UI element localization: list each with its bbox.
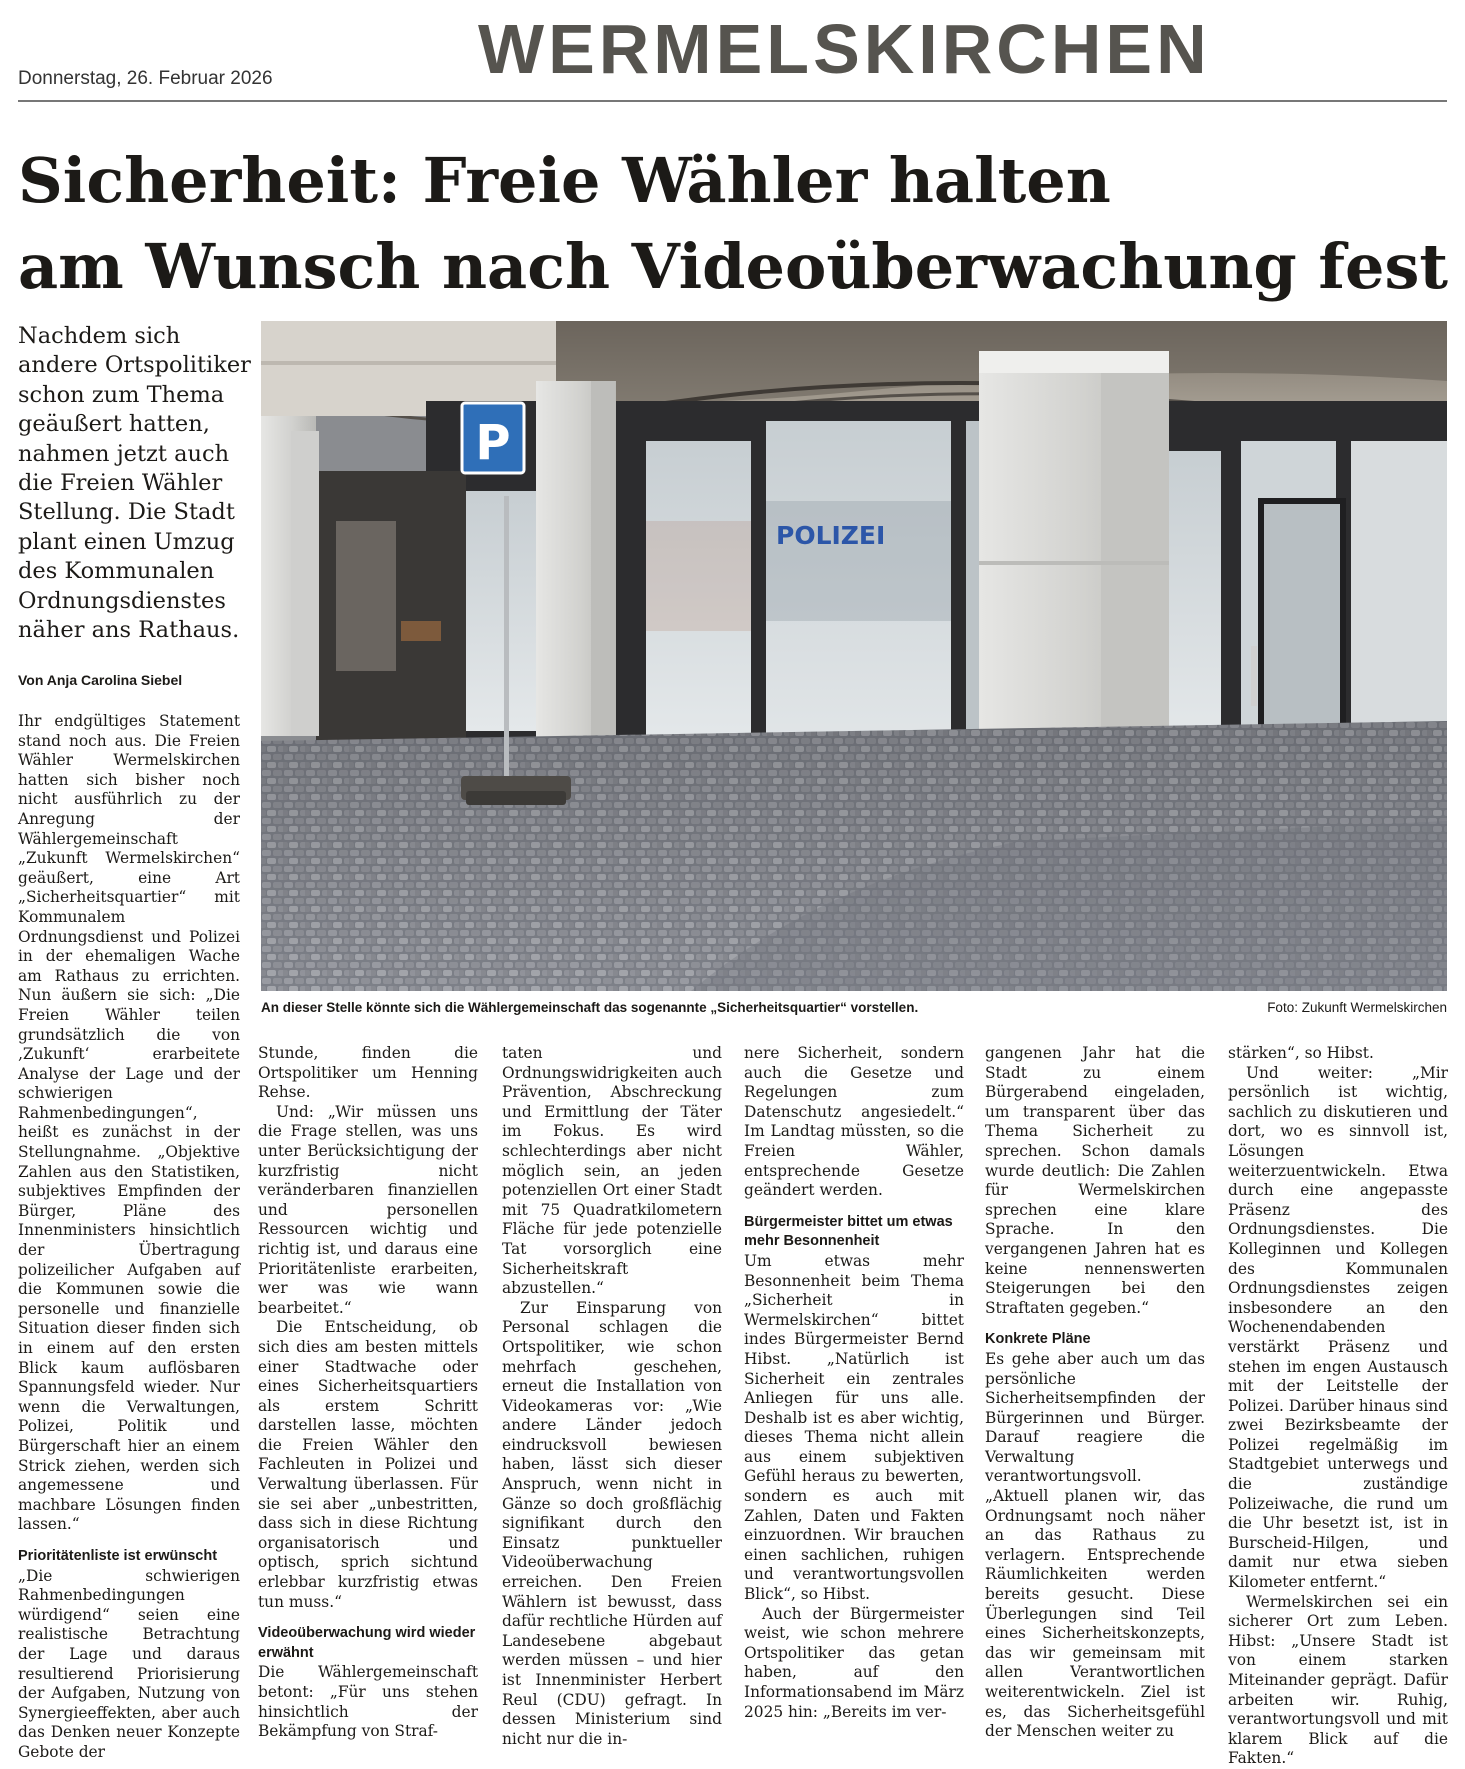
subheading: Prioritätenliste ist erwünscht [18, 1547, 218, 1564]
paragraph: Und weiter: „Mir persönlich ist wichtig, sachlich zu diskutieren und dort, wo es sinnvoll ist, Lösungen weiterzuentwickeln. Etwa durch eine angepasste Präsenz des Ordnungsdienstes. Die Kolleginnen und Kollegen des Kommunalen Ordnungsdienstes zeigen insbesondere an den Wochenendabenden verstärkt Präsenz und stehen im engen Austausch mit der Leitstelle der Polizei. Darüber hinaus sind zwei Bezirksbeamte der Polizei regelmäßig im Stadtgebiet unterwegs und die zuständige Polizeiwache, die rund um die Uhr besetzt ist, ist in Burscheid-Hilgen, und damit nur etwa sieben Kilometer entfernt.“ [1228, 1063, 1448, 1592]
paragraph: Wermelskirchen sei ein sicherer Ort zum Leben. Hibst: „Unsere Stadt ist von einem starken Miteinander geprägt. Dafür arbeiten wir. Ruhig, verantwortungsvoll und mit klarem Blick auf die Fakten.“ [1228, 1592, 1448, 1768]
photo-credit: Foto: Zukunft Wermelskirchen [1267, 1000, 1447, 1015]
paragraph: Zur Einsparung von Personal schlagen die Ortspolitiker, wie schon mehrfach geschehen, erneut die Installation von Videokameras vor: „Wie andere Länder jedoch eindrucksvoll bewiesen haben, lässt sich dieser Anspruch, wenn nicht in Gänze so doch großflächig signifikant durch den Einsatz punktueller Videoüberwachung erreichen. Den Freien Wählern ist bewusst, dass dafür rechtliche Hürden auf Landesebene abgebaut werden müssen – und hier ist Innenminister Herbert Reul (CDU) gefragt. In dessen Ministerium sind nicht nur die in- [502, 1298, 722, 1748]
section-title: WERMELSKIRCHEN [478, 10, 1211, 88]
paragraph: Es gehe aber auch um das persönliche Sicherheitsempfinden der Bürgerinnen und Bürger. Darauf reagiere die Verwaltung verantwortungsvoll. „Aktuell planen wir, das Ordnungsamt noch näher an das Rathaus zu verlagern. Entsprechende Räumlichkeiten werden bereits gesucht. Diese Überlegungen sind Teil eines Sicherheitskonzepts, das wir gemeinsam mit allen Verantwortlichen weiterentwickeln. Ziel ist es, das Sicherheitsgefühl der Menschen weiter zu [985, 1349, 1205, 1741]
lead-line: die Freien Wähler [18, 470, 223, 497]
lead-line: geäußert hatten, [18, 411, 210, 438]
article-column-6 [1228, 1044, 1448, 1769]
paragraph: Ihr endgültiges Statement stand noch aus. Die Freien Wähler Wermelskirchen hatten sich bisher noch nicht ausführlich zu der Anregung der Wählergemeinschaft „Zukunft Wermelskirchen“ geäußert, eine Art „Sicherheitsquartier“ mit Kommunalem Ordnungsdienst und Polizei in der ehemaligen Wache am Rathaus zu errichten. Nun äußern sie sich: „Die Freien Wähler teilen grundsätzlich die von ‚Zukunft‘ erarbeitete Analyse der Lage und der schwierigen Rahmenbedingungen“, heißt es zunächst in der Stellungnahme. „Objektive Zahlen aus den Statistiken, subjektives Empfinden der Bürger, Pläne des Innenministers hinsichtlich der Übertragung polizeilicher Aufgaben auf die Kommunen sowie die personelle und finanzielle Situation dieser finden sich in einem auf den ersten Blick kaum auflösbaren Spannungsfeld wieder. Nur wenn die Verwaltungen, Polizei, Politik und Bürgerschaft hier an einem Strick ziehen, werden sich angemessene und machbare Lösungen finden lassen.“ [18, 712, 240, 1534]
headline-line-1: Sicherheit: Freie Wähler halten [18, 144, 1111, 217]
lead-line: nahmen jetzt auch [18, 440, 230, 467]
lead-line: Stellung. Die Stadt [18, 499, 235, 526]
parking-sign-letter: P [475, 415, 511, 471]
subheading: Videoüberwachung wird wieder erwähnt [258, 1625, 476, 1661]
paragraph: Die Wählergemeinschaft betont: „Für uns stehen hinsichtlich der Bekämpfung von Straf- [258, 1663, 478, 1741]
lead-line: Ordnungsdienstes [18, 587, 226, 614]
article-column-1 [18, 712, 240, 1762]
article-headline [18, 138, 1448, 310]
headline-line-2: am Wunsch nach Videoüberwachung fest [18, 230, 1448, 303]
paragraph: Auch der Bürgermeister weist, wie schon mehrere Ortspolitiker das getan haben, auf den Informationsabend im März 2025 hin: „Bereits im ver- [744, 1604, 964, 1721]
paragraph: Um etwas mehr Besonnenheit beim Thema „Sicherheit in Wermelskirchen“ bittet indes Bürgermeister Bernd Hibst. „Natürlich ist Sicherheit ein zentrales Anliegen für uns alle. Deshalb ist es aber wichtig, dieses Thema nicht allein aus einem subjektiven Gefühl heraus zu bewerten, sondern es auch mit Zahlen, Daten und Fakten einzuordnen. Wir brauchen einen sachlichen, ruhigen und verantwortungsvollen Blick“, so Hibst. [744, 1251, 964, 1604]
photo-caption: An dieser Stelle könnte sich die Wählergemeinschaft das sogenannte „Sicherheitsquartier“ vorstellen. [261, 1000, 919, 1015]
issue-date: Donnerstag, 26. Februar 2026 [18, 68, 273, 89]
paragraph: gangenen Jahr hat die Stadt zu einem Bürgerabend eingeladen, um transparent über das Thema Sicherheit zu sprechen. Schon damals wurde deutlich: Die Zahlen für Wermelskirchen sprechen eine klare Sprache. In den vergangenen Jahren hat es keine nennenswerten Steigerungen bei den Straftaten gegeben.“ [985, 1044, 1205, 1317]
article-photo [261, 321, 1447, 991]
lead-line: des Kommunalen [18, 558, 215, 585]
subheading: Konkrete Pläne [985, 1331, 1091, 1348]
article-column-5 [985, 1044, 1205, 1742]
article-column-2 [258, 1044, 478, 1742]
paragraph: „Die schwierigen Rahmenbedingungen würdigend“ seien eine realistische Betrachtung der Lage und daraus resultierend Priorisierung der Aufgaben, Nutzung von Synergieeffekten, aber auch das Denken neuer Konzepte Gebote der [18, 1566, 240, 1761]
lead-line: Nachdem sich [18, 323, 181, 349]
lead-line: schon zum Thema [18, 381, 225, 408]
polizei-window-lettering: POLIZEI [776, 521, 886, 550]
lead-line: plant einen Umzug [18, 528, 235, 555]
author-byline: Von Anja Carolina Siebel [18, 672, 183, 688]
article-column-3 [502, 1044, 722, 1749]
paragraph: Die Entscheidung, ob sich dies am besten mittels einer Stadtwache oder eines Sicherheitsquartiers als erstem Schritt darstellen lasse, möchten die Freien Wähler den Fachleuten in Polizei und Verwaltung überlassen. Für sie sei aber „unbestritten, dass sich in diese Richtung organisatorisch und optisch, sprich sichtund erlebbar kurzfristig etwas tun muss.“ [258, 1318, 478, 1611]
lead-line: andere Ortspolitiker [18, 352, 251, 379]
paragraph: stärken“, so Hibst. [1228, 1044, 1374, 1062]
masthead-divider [18, 100, 1447, 102]
paragraph: Stunde, finden die Ortspolitiker um Henning Rehse. [258, 1044, 478, 1102]
article-lead [18, 322, 251, 645]
article-column-4 [744, 1044, 964, 1722]
paragraph: taten und Ordnungswidrigkeiten auch Prävention, Abschreckung und Ermittlung der Täter im Fokus. Es wird schlechterdings aber nicht möglich sein, an jeden potenziellen Ort einer Stadt mit 75 Quadratkilometern Fläche für jede potenzielle Tat vorsorglich eine Sicherheitskraft abzustellen.“ [502, 1044, 722, 1298]
paragraph: nere Sicherheit, sondern auch die Gesetze und Regelungen zum Datenschutz angesiedelt.“ Im Landtag müssten, so die Freien Wähler, entsprechende Gesetze geändert werden. [744, 1044, 964, 1200]
subheading: Bürgermeister bittet um etwas mehr Besonnenheit [744, 1213, 953, 1250]
lead-line: näher ans Rathaus. [18, 617, 240, 644]
paragraph: Und: „Wir müssen uns die Frage stellen, was uns unter Berücksichtigung der kurzfristig nicht veränderbaren finanziellen und personellen Ressourcen wichtig und richtig ist, und daraus eine Prioritätenliste erarbeiten, wer was wie wann bearbeitet.“ [258, 1102, 478, 1317]
